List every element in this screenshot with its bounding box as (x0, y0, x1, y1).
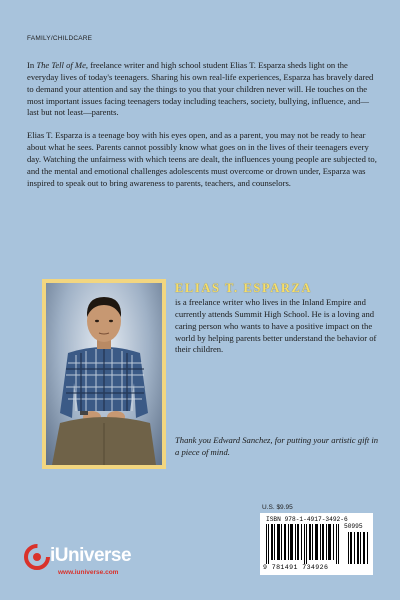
blurb-paragraph-2: Elias T. Esparza is a teenage boy with his eyes open, and as a parent, you may not be ready to hear about what he sees. Parents cannot possibly know what goes on in the lives of their teenagers every day. Watching the unfairness with which teens are dealt, the influences young people are subjected to, and the mental and emotional challenges adolescents must overcome or drown under, Esparza was inspired to speak out to bring awareness to parents, teachers, and counselors. (27, 130, 377, 188)
publisher-name: iUniverse (50, 545, 132, 566)
ean-digits: 9 781491 734926 (263, 564, 329, 571)
publisher-url: www.iuniverse.com (58, 569, 119, 576)
book-title-reference: The Tell of Me (36, 60, 86, 70)
isbn-barcode (260, 513, 373, 575)
blurb-text: In (27, 60, 37, 70)
barcode-bars (264, 524, 370, 564)
publisher-logo (24, 542, 164, 582)
blurb-text: , freelance writer and high school student Elias T. Esparza sheds light on the everyday lives of today's teenagers. Sharing his own real-life experiences, Esparza has bravely dared to demand your attention and say the things to you that your children never will. He touches on the most important issues facing teenagers today including teachers, society, bullying, influence, and—last but not least—parents. (27, 60, 374, 118)
blurb (27, 60, 377, 201)
blurb-paragraph-1 (27, 60, 377, 119)
author-portrait-illustration (46, 283, 162, 465)
price-addon-code: 50995 (344, 523, 363, 530)
author-photo (46, 283, 162, 465)
author-photo-frame (42, 279, 166, 469)
author-bio: is a freelance writer who lives in the Inland Empire and currently attends Summit High School. He is a loving and caring person who wants to have a positive impact on the world by helping parents better understand the behavior of their children. (175, 297, 377, 355)
price-label: U.S. $9.95 (262, 504, 293, 511)
author-name: ELIAS T. ESPARZA (175, 281, 313, 295)
acknowledgement: Thank you Edward Sanchez, for putting your artistic gift in a piece of mind. (175, 435, 379, 457)
iuniverse-swirl-icon (24, 544, 50, 570)
category-label: FAMILY/CHILDCARE (27, 35, 93, 42)
isbn-number: ISBN 978-1-4917-3492-6 (266, 516, 348, 523)
